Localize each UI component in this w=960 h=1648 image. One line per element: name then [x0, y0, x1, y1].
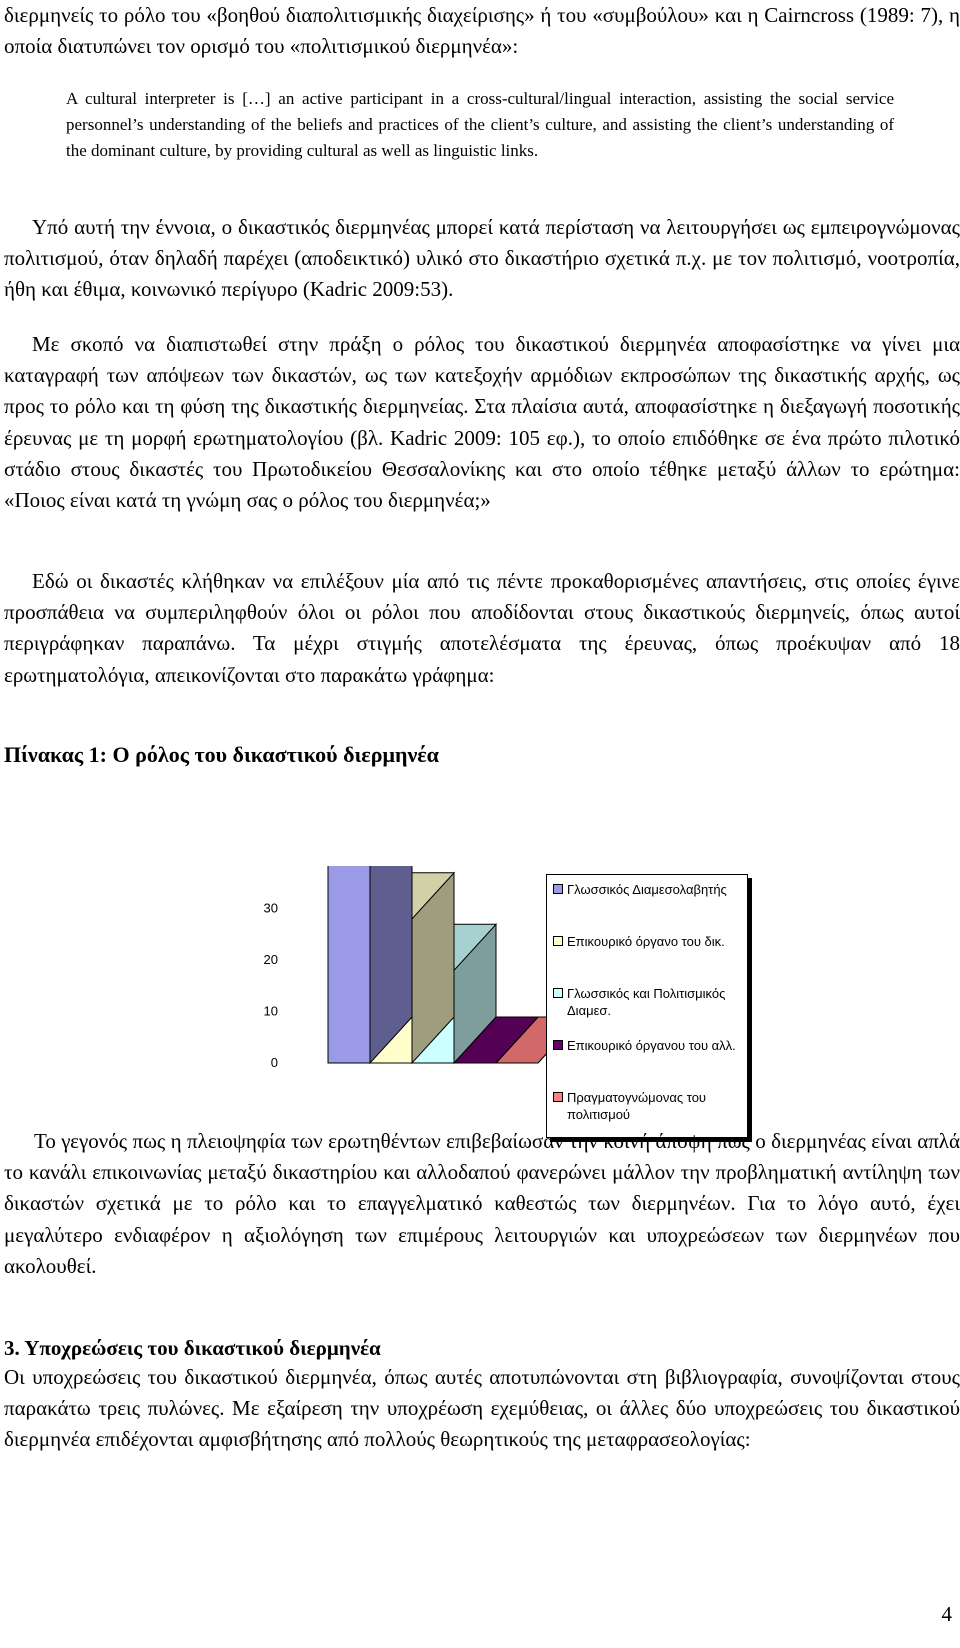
legend-label: Γλωσσικός και Πολιτισμικός Διαμεσ. [567, 986, 726, 1018]
page-number: 4 [941, 1602, 952, 1626]
legend-swatch [553, 936, 563, 946]
paragraph-obligations: Οι υποχρεώσεις του δικαστικού διερμηνέα, όπως αυτές αποτυπώνονται στη βιβλιογραφία, συνοψίζονται στους παρακάτω τρεις πυλώνες. Με εξαίρεση την υποχρέωση εχεμύθειας, οι άλλες δύο υποχρεώσεις του δικαστικού διερμηνέα επιδέχονται αμφισβήτησης από πολλούς θεωρητικούς της μεταφρασεολογίας: [4, 1365, 960, 1452]
chart-legend [546, 874, 748, 1138]
legend-label: Γλωσσικός Διαμεσολαβητής [567, 882, 727, 897]
legend-label: Πραγματογνώμονας του πολιτισμού [567, 1090, 707, 1122]
legend-label: Επικουρικό όργανο του δικ. [567, 934, 725, 949]
legend-swatch [553, 1040, 563, 1050]
legend-swatch [553, 884, 563, 894]
table-caption: Πίνακας 1: Ο ρόλος του δικαστικού διερμηνέα [4, 742, 439, 767]
y-tick-label: 0 [270, 1055, 278, 1070]
section-heading: 3. Υποχρεώσεις του δικαστικού διερμηνέα [4, 1336, 381, 1360]
paragraph-cultural-expert: Υπό αυτή την έννοια, ο δικαστικός διερμηνέας μπορεί κατά περίσταση να λειτουργήσει ως εμπειρογνώμονας πολιτισμού, όταν δηλαδή παρέχει (αποδεικτικό) υλικό στο δικαστήριο σχετικά π.χ. με τον πολιτισμό, νοοτροπία, ήθη και έθιμα, κοινωνικό περίγυρο (Kadric 2009:53). [4, 215, 960, 302]
paragraph-answers: Εδώ οι δικαστές κλήθηκαν να επιλέξουν μία από τις πέντε προκαθορισμένες απαντήσεις, στις οποίες έγινε προσπάθεια να συμπεριληφθούν όλοι οι ρόλοι που αποδίδονται στους δικαστικούς διερμηνείς, όπως αυτοί περιγράφηκαν παραπάνω. Τα μέχρι στιγμής αποτελέσματα της έρευνας, όπως προέκυψαν από 18 ερωτηματολόγια, απεικονίζονται στο παρακάτω γράφημα: [4, 569, 960, 687]
bar-series [328, 866, 580, 1063]
block-quote: A cultural interpreter is […] an active participant in a cross-cultural/lingual interaction, assisting the social service personnel’s understanding of the beliefs and practices of the client’s culture, and assisting the client’s understanding of the dominant culture, by providing cultural as well as linguistic links. [66, 89, 894, 160]
bar-front [328, 866, 370, 1063]
legend-swatch [553, 1092, 563, 1102]
y-tick-label: 30 [263, 900, 278, 916]
y-tick-label: 10 [263, 1003, 278, 1019]
y-axis [264, 866, 278, 1070]
legend-label: Επικουρικό όργανου του αλλ. [567, 1038, 736, 1053]
paragraph-intro: διερμηνείς το ρόλο του «βοηθού διαπολιτισμικής διαχείρισης» ή του «συμβούλου» και η Cairncross (1989: 7), η οποία διατυπώνει τον ορισμό του «πολιτισμικού διερμηνέα»: [4, 3, 960, 59]
legend-swatch [553, 988, 563, 998]
y-tick-label: 20 [263, 952, 278, 967]
paragraph-conclusion: Το γεγονός πως η πλειοψηφία των ερωτηθέντων επιβεβαίωσαν την κοινή άποψη πως ο διερμηνέας είναι απλά το κανάλι επικοινωνίας μεταξύ δικαστηρίου και αλλοδαπού φανερώνει μάλλον την προβληματική αντίληψη των δικαστών σχετικά με το ρόλο και το επαγγελματικό καθεστώς των διερμηνέων. Για το λόγο αυτό, έχει μεγαλύτερο ενδιαφέρον η αξιολόγηση των επιμέρους λειτουργιών και υποχρεώσεων των διερμηνέων που ακολουθεί. [4, 1129, 960, 1278]
paragraph-survey: Με σκοπό να διαπιστωθεί στην πράξη ο ρόλος του δικαστικού διερμηνέα αποφασίστηκε να γίνει μια καταγραφή των απόψεων των δικαστών, ως των κατεξοχήν αρμόδιων εκπροσώπων της δικαστικής αρχής, ως προς το ρόλο και τη φύση της δικαστικής διερμηνείας. Στα πλαίσια αυτά, αποφασίστηκε η διεξαγωγή ποσοτικής έρευνας με τη μορφή ερωτηματολογίου (βλ. Kadric 2009: 105 εφ.), το οποίο επιδόθηκε σε ένα πρώτο πιλοτικό στάδιο στους δικαστές του Πρωτοδικείου Θεσσαλονίκης και στο οποίο τέθηκε μεταξύ άλλων το ερώτημα: «Ποιος είναι κατά τη γνώμη σας ο ρόλος του διερμηνέα;» [4, 332, 960, 513]
